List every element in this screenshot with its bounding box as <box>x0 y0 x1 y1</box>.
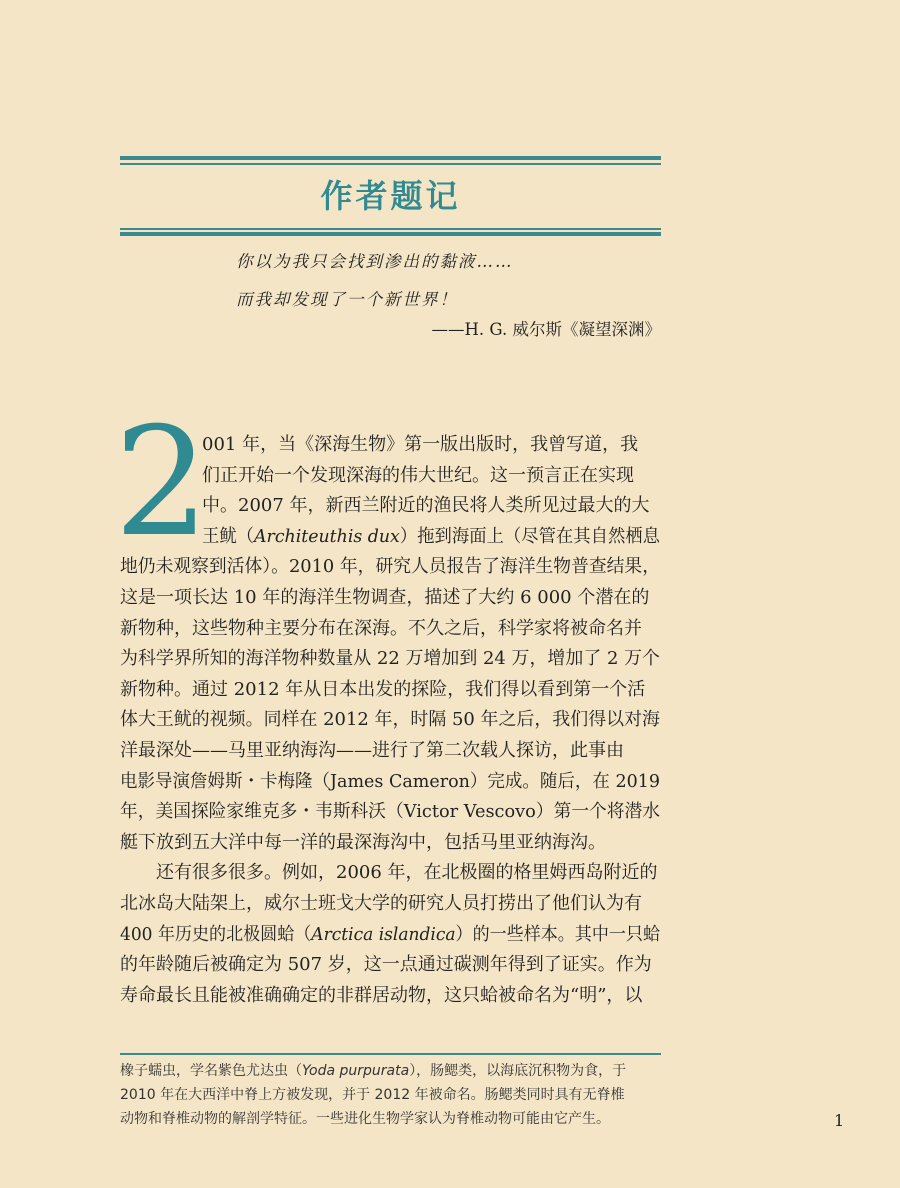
body-line: 还有很多很多。例如，2006 年，在北极圈的格里姆西岛附近的 <box>156 862 658 884</box>
body-line: 400 年历史的北极圆蛤（Arctica islandica）的一些样本。其中一只蛤 <box>120 923 660 945</box>
title-rule-top <box>120 156 661 160</box>
footnote-line: 动物和脊椎动物的解剖学特征。一些进化生物学家认为脊椎动物可能由它产生。 <box>120 1111 610 1127</box>
body-line: 年，美国探险家维克多・韦斯科沃（Victor Vescovo）第一个将潜水 <box>120 801 660 823</box>
body-line: 北冰岛大陆架上，威尔士班戈大学的研究人员打捞出了他们认为有 <box>120 893 642 914</box>
body-line: 这是一项长达 10 年的海洋生物调查，描述了大约 6 000 个潜在的 <box>120 587 650 608</box>
body-line: 体大王鱿的视频。同样在 2012 年，时隔 50 年之后，我们得以对海 <box>120 709 660 731</box>
epigraph-source: ——H. G. 威尔斯《凝望深渊》 <box>431 320 661 339</box>
epigraph-line-1: 你以为我只会找到渗出的黏液…… <box>236 252 514 271</box>
footnote-line: 2010 年在大西洋中脊上方被发现，并于 2012 年被命名。肠鳃类同时具有无脊椎 <box>120 1087 625 1103</box>
body-line: 新物种，这些物种主要分布在深海。不久之后，科学家将被命名并 <box>120 617 642 639</box>
body-line: 寿命最长且能被准确确定的非群居动物，这只蛤被命名为“明”，以 <box>120 984 643 1006</box>
body-line: 王鱿（Architeuthis dux）拖到海面上（尽管在其自然栖息 <box>202 525 660 547</box>
body-line: 洋最深处——马里亚纳海沟——进行了第二次载人探访，此事由 <box>120 740 624 761</box>
page-number: 1 <box>834 1111 845 1130</box>
body-line: 001 年，当《深海生物》第一版出版时，我曾写道，我 <box>202 434 639 455</box>
body-line: 新物种。通过 2012 年从日本出发的探险，我们得以看到第一个活 <box>120 678 646 700</box>
title-rule-bottom-thin <box>120 228 661 230</box>
epigraph-line-2: 而我却发现了一个新世界！ <box>236 290 458 309</box>
body-line: 地仍未观察到活体）。2010 年，研究人员报告了海洋生物普查结果， <box>120 556 660 578</box>
body-line: 中。2007 年，新西兰附近的渔民将人类所见过最大的大 <box>202 495 650 517</box>
drop-cap: 2 <box>114 396 210 570</box>
body-line: 为科学界所知的海洋物种数量从 22 万增加到 24 万，增加了 2 万个 <box>120 648 660 670</box>
body-line: 的年龄随后被确定为 507 岁，这一点通过碳测年得到了证实。作为 <box>120 954 652 976</box>
page-title: 作者题记 <box>320 177 461 215</box>
footnote-rule <box>120 1053 661 1055</box>
body-line: 艇下放到五大洋中每一洋的最深海沟中，包括马里亚纳海沟。 <box>120 831 606 853</box>
body-line: 电影导演詹姆斯・卡梅隆（James Cameron）完成。随后，在 2019 <box>120 770 660 792</box>
title-rule-bottom <box>120 232 661 236</box>
title-rule-top-thin <box>120 163 661 165</box>
body-line: 们正开始一个发现深海的伟大世纪。这一预言正在实现 <box>202 464 634 486</box>
footnote-line: 橡子蠕虫，学名紫色尤达虫（Yoda purpurata），肠鳃类，以海底沉积物为食，于 <box>120 1063 627 1079</box>
